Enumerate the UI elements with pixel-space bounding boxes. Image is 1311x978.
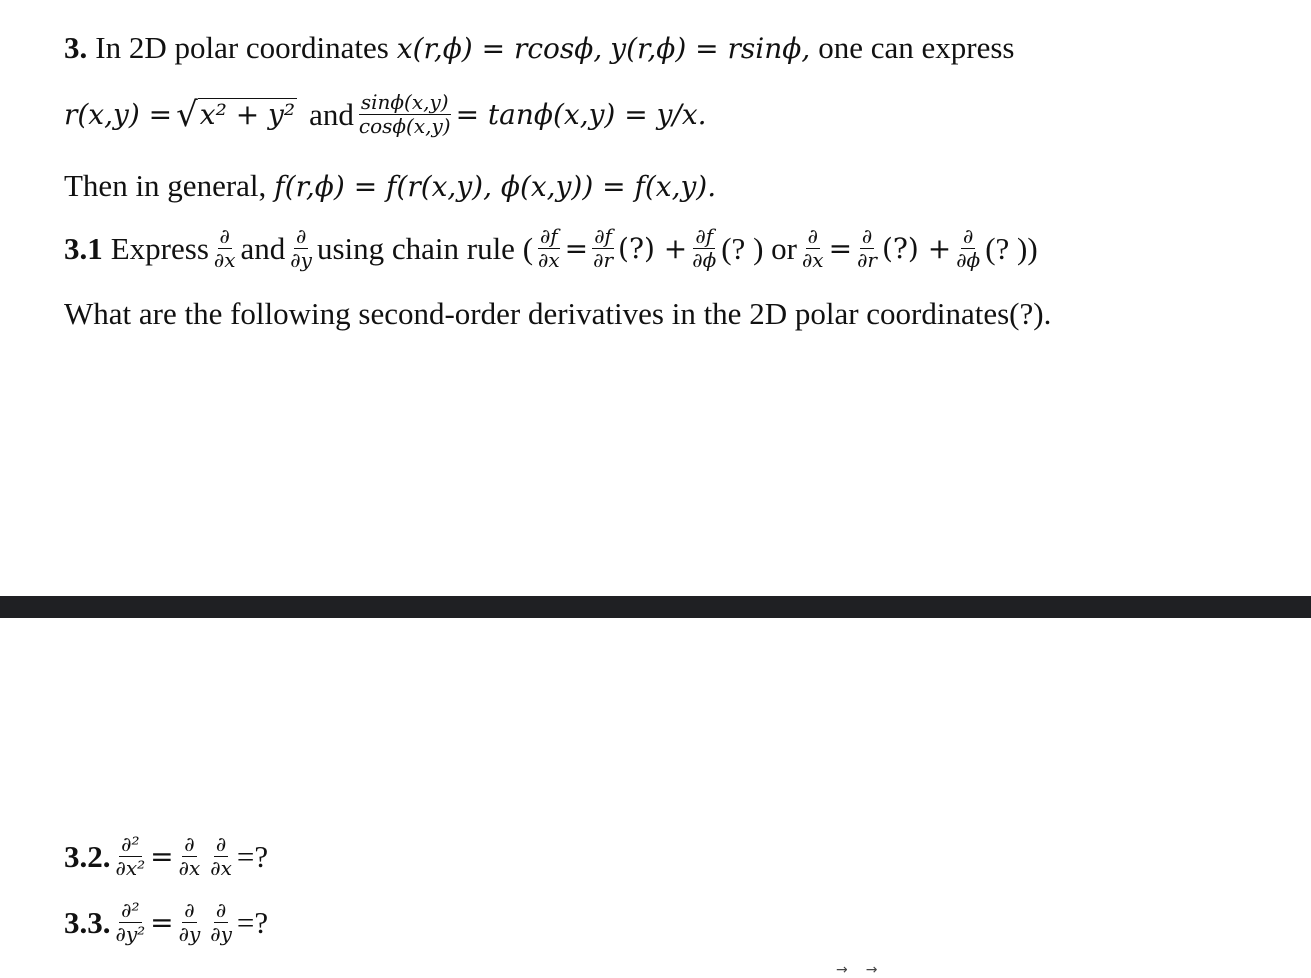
question-tail-3-2: =? [236,838,269,874]
d2-dy2-fraction: $\frac{\text{∂²}}{\text{∂y²}}$ [115,898,146,946]
partial-y-operator: $\frac{\partial}{\partial y}$ [290,224,312,272]
problem-number: 3. [64,30,88,65]
problem-line-5 [64,296,1051,332]
subproblem-label-3-2: 3.2. [64,838,111,874]
y-definition: y(r,ϕ) = rsinϕ, [610,31,811,65]
general-text: Then in general, [64,168,267,203]
equals-sign-3: = [150,840,174,873]
x-definition: x(r,ϕ) = rcosϕ, [396,31,603,65]
general-function: f(r,ϕ) = f(r(x,y), ϕ(x,y)) = f(x,y). [274,169,717,203]
equals-sign-2: = [828,232,853,265]
problem-line-4 [64,226,1038,271]
placeholder-3: (?) + [881,232,952,265]
tan-expression: = tanϕ(x,y) = y/x. [455,98,707,131]
radicand: x² + y² [199,98,296,132]
placeholder-2: (? ) or [721,230,797,266]
problem-line-3 [64,168,716,204]
placeholder-4: (? )) [985,230,1038,266]
df-dr-fraction: $\frac{\partial f}{\partial r}$ [593,224,614,272]
section-divider [0,596,1311,618]
and-text-2: and [240,230,286,266]
d-dx-second: $\frac{\partial}{\partial x}$ [210,832,232,880]
question-tail-3-3: =? [236,904,269,940]
fraction-numerator: sinϕ(x,y) [360,90,449,114]
d-dx-operator: $\frac{\partial}{\partial x}$ [801,224,824,272]
radical-sign-icon: √ [176,94,198,135]
second-order-question: What are the following second-order derivatives in the 2D polar coordinates(?). [64,296,1052,331]
subproblem-label-3-3: 3.3. [64,904,111,940]
d2-dx2-fraction: $\frac{\text{∂²}}{\text{∂x²}}$ [115,832,146,880]
problem-line-2 [64,92,707,137]
intro-tail: one can express [818,30,1015,65]
equals-sign: = [564,232,589,265]
sin-cos-fraction [357,92,453,137]
equals-sign-4: = [150,906,174,939]
item-3-2 [64,834,268,879]
df-dx-fraction: $\frac{\partial f}{\partial x}$ [538,224,560,272]
partial-x-operator: $\frac{\partial}{\partial x}$ [213,224,236,272]
intro-text: In 2D polar coordinates [95,30,389,65]
r-definition-lhs: r(x,y) = [64,98,173,131]
cutoff-vector-arrows-icon: →→ [836,962,896,978]
express-text: Express [110,230,209,266]
d-dy-first: $\frac{\partial}{\partial y}$ [178,898,201,946]
and-text: and [309,96,354,132]
d-dr-operator: $\frac{\partial}{\partial r}$ [857,224,877,272]
square-root [176,94,297,135]
d-dy-second: $\frac{\partial}{\partial y}$ [210,898,232,946]
placeholder-1: (?) + [618,232,688,265]
subproblem-label-3-1: 3.1 [64,230,103,266]
d-dx-first: $\frac{\partial}{\partial x}$ [178,832,201,880]
fraction-denominator: cosϕ(x,y) [358,114,451,138]
d-dphi-operator: $\frac{\partial}{\partial\phi}$ [956,224,981,272]
item-3-3 [64,900,268,945]
df-dphi-fraction: $\frac{\partial f}{\partial\phi}$ [692,224,717,272]
chain-rule-text: using chain rule ( [316,230,534,266]
problem-line-1 [64,30,1014,66]
